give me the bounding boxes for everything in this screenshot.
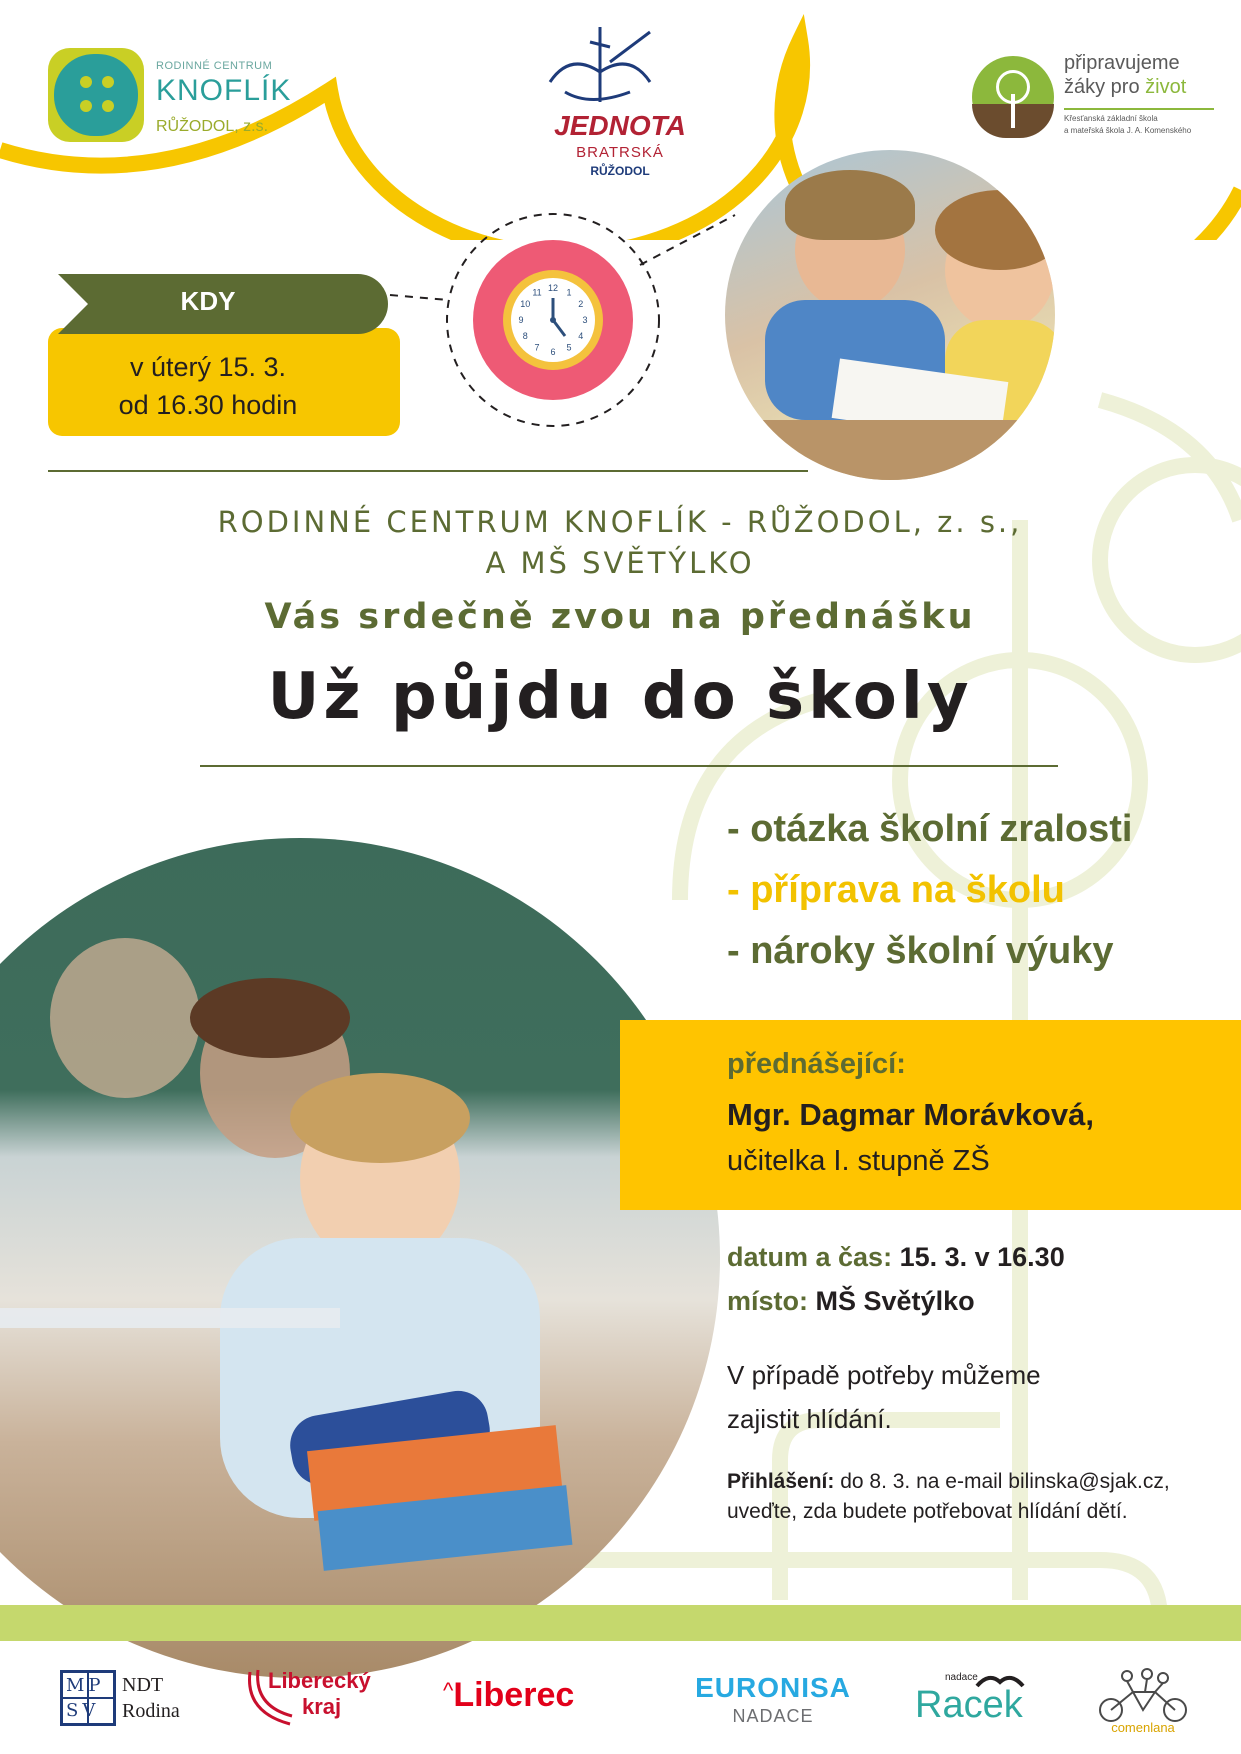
signup-line1: do 8. 3. na e-mail bilinska@sjak.cz,	[834, 1470, 1170, 1493]
jednota-line3: RŮŽODOL	[590, 164, 650, 178]
knoflik-line3: RŮŽODOL, z.s.	[156, 118, 269, 135]
place-row	[727, 1286, 975, 1317]
signup-line2: uveďte, zda budete potřebovat hlídání dětí.	[727, 1500, 1128, 1523]
clock-number-1: 1	[566, 287, 572, 298]
ndt-text: NDT	[122, 1674, 164, 1696]
clock-face	[511, 278, 595, 362]
liberecky-text: Liberecký	[268, 1668, 371, 1693]
date-row	[727, 1242, 1065, 1273]
racek-text: Racek	[915, 1684, 1023, 1726]
euronisa-nadace-text: NADACE	[732, 1706, 814, 1726]
kdy-block	[48, 270, 400, 438]
sponsor-racek	[915, 1672, 1035, 1732]
school-line2-a: žáky pro	[1064, 76, 1146, 98]
clock-number-12: 12	[547, 283, 559, 293]
place-value: MŠ Světýlko	[815, 1286, 975, 1316]
comenlana-text: comenlana	[1111, 1720, 1175, 1735]
date-value: 15. 3. v 16.30	[899, 1242, 1065, 1272]
school-line2-b: život	[1145, 76, 1187, 98]
sponsor-mpsv	[60, 1670, 200, 1728]
tandem-bike-icon	[1093, 1668, 1193, 1722]
topic-2: - příprava na školu	[727, 869, 1065, 911]
speaker-label: přednášející:	[727, 1048, 906, 1080]
intro-line3: Vás srdečně zvou na přednášku	[264, 597, 976, 637]
school-line1: připravujeme	[1064, 52, 1180, 74]
kdy-line1: v úterý 15. 3.	[129, 352, 287, 382]
signup-label: Přihlášení:	[727, 1470, 835, 1493]
clock-number-5: 5	[566, 342, 572, 353]
clock-number-8: 8	[522, 331, 528, 341]
kraj-text: kraj	[302, 1694, 342, 1719]
clock-number-7: 7	[534, 342, 540, 353]
clock-number-11: 11	[532, 287, 542, 298]
babysit-line2: zajistit hlídání.	[727, 1404, 892, 1434]
speaker-role: učitelka I. stupně ZŠ	[727, 1145, 990, 1177]
footer-stripe	[0, 1605, 1241, 1641]
sponsor-liberecky-kraj	[240, 1662, 390, 1732]
speaker-name: Mgr. Dagmar Morávková,	[727, 1097, 1094, 1132]
clock-number-9: 9	[518, 315, 524, 325]
jednota-line1: JEDNOTA	[554, 110, 686, 141]
top-divider	[48, 470, 808, 472]
liberec-mark-icon: ^	[443, 1678, 454, 1703]
event-title: Už půjdu do školy	[267, 660, 973, 734]
babysit-line1: V případě potřeby můžeme	[727, 1360, 1041, 1390]
school-line3: Křesťanská základní škola	[1064, 114, 1158, 123]
clock-number-3: 3	[582, 315, 588, 325]
clock-number-10: 10	[520, 299, 531, 309]
place-label: místo:	[727, 1286, 808, 1316]
intro-line2: A MŠ SVĚTÝLKO	[485, 546, 755, 580]
clock-number-2: 2	[578, 299, 584, 309]
sponsor-liberec	[443, 1676, 574, 1715]
title-divider	[200, 765, 1058, 767]
racek-small-text: nadace	[945, 1672, 978, 1683]
knoflik-line2: KNOFLÍK	[156, 74, 292, 107]
mpsv-a: MP	[66, 1675, 105, 1696]
liberec-text: Liberec	[453, 1676, 575, 1714]
date-label: datum a čas:	[727, 1242, 893, 1272]
kdy-label: KDY	[180, 286, 236, 316]
sponsor-euronisa	[688, 1672, 858, 1732]
euronisa-text: EURONISA	[695, 1672, 851, 1703]
clock-icon	[473, 240, 633, 400]
signup-row	[727, 1470, 1170, 1494]
kdy-line2: od 16.30 hodin	[118, 390, 298, 420]
topic-1: - otázka školní zralosti	[727, 808, 1133, 850]
jednota-line2: BRATRSKÁ	[576, 144, 664, 161]
intro-line1: RODINNÉ CENTRUM KNOFLÍK - RŮŽODOL, z. s.,	[217, 505, 1023, 539]
rodina-text: Rodina	[122, 1700, 180, 1722]
knoflik-line1: RODINNÉ CENTRUM	[156, 60, 273, 72]
clock-number-6: 6	[550, 347, 556, 357]
mpsv-box-icon	[60, 1670, 116, 1726]
topic-3: - nároky školní výuky	[727, 930, 1114, 972]
clock-number-4: 4	[578, 331, 584, 341]
school-line4: a mateřská škola J. A. Komenského	[1064, 126, 1192, 135]
mpsv-b: SV	[66, 1700, 100, 1721]
sponsor-comenlana	[1088, 1668, 1198, 1740]
